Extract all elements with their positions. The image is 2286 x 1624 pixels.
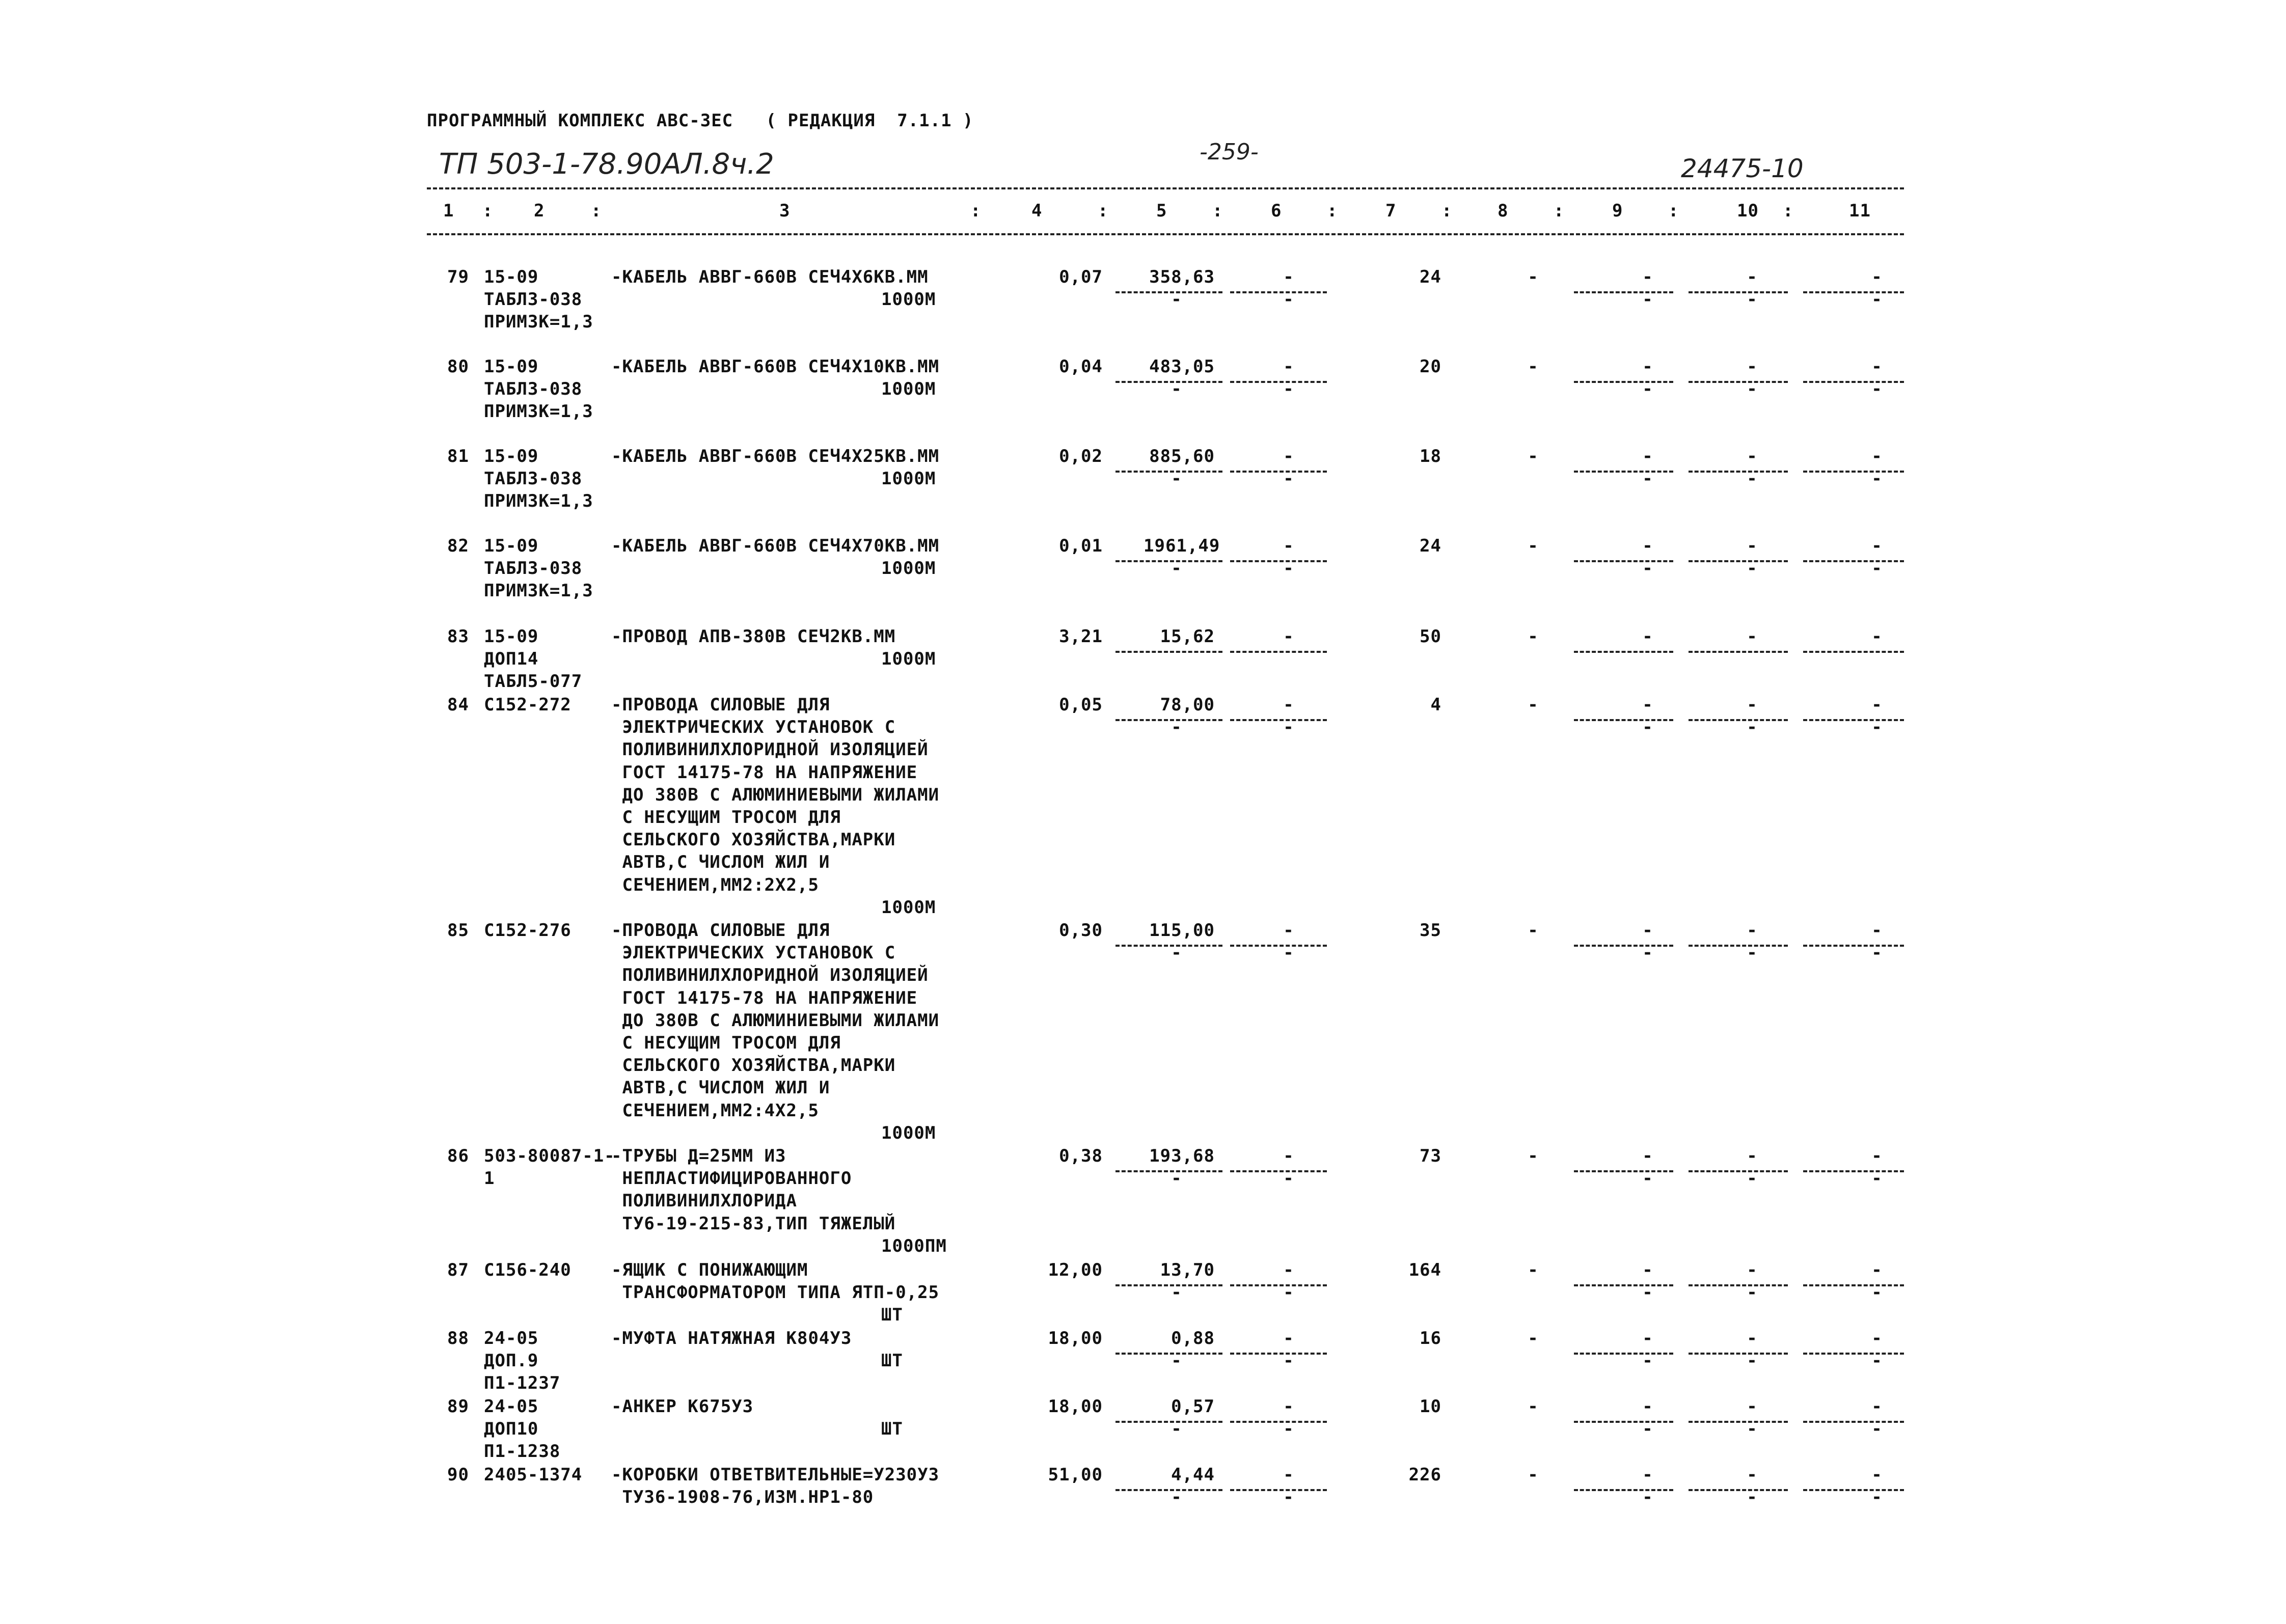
row-col10: - [1747, 446, 1758, 466]
row-col6: - [1283, 1260, 1294, 1280]
row-sub-col11: - [1871, 1168, 1883, 1189]
cell-rule [1803, 945, 1904, 947]
cell-rule [1574, 381, 1673, 383]
row-col6: - [1283, 536, 1294, 556]
row-sub-col9: - [1642, 943, 1653, 964]
row-description: -КАБЕЛЬ АВВГ-660В СЕЧ4Х70КВ.ММ [611, 536, 940, 556]
row-col8: - [1528, 536, 1539, 556]
row-unit: 1000М [881, 469, 936, 489]
row-description: НЕПЛАСТИФИЦИРОВАННОГО [611, 1168, 852, 1189]
row-number: 85 [447, 920, 469, 941]
program-header: ПРОГРАММНЫЙ КОМПЛЕКС АВС-ЗЕС ( РЕДАКЦИЯ 7.1.1 ) [427, 111, 974, 131]
row-col11: - [1871, 446, 1883, 466]
row-sub-col5: - [1171, 1487, 1182, 1508]
row-code: 15-09 [484, 356, 539, 377]
cell-rule [1803, 651, 1904, 653]
row-col8: - [1528, 695, 1539, 715]
row-price: 358,63 [1149, 267, 1215, 287]
row-sub-col5: - [1171, 1351, 1182, 1371]
row-col7: 10 [1420, 1396, 1441, 1417]
row-sub-col11: - [1871, 379, 1883, 400]
cell-rule [1574, 1353, 1673, 1355]
row-qty: 0,38 [1059, 1146, 1103, 1166]
row-sub-col10: - [1747, 289, 1758, 310]
cell-rule [1574, 1170, 1673, 1172]
row-col6: - [1283, 695, 1294, 715]
row-description: -ПРОВОД АПВ-380В СЕЧ2КВ.ММ [611, 626, 896, 647]
column-separator: : [1441, 201, 1453, 221]
row-col9: - [1642, 446, 1653, 466]
column-header-3: 3 [779, 201, 791, 221]
row-description: ГОСТ 14175-78 НА НАПРЯЖЕНИЕ [611, 762, 918, 783]
row-col11: - [1871, 1328, 1883, 1348]
row-col10: - [1747, 1396, 1758, 1417]
row-col7: 24 [1420, 267, 1441, 287]
row-price: 0,88 [1171, 1328, 1215, 1348]
row-description: ТУ36-1908-76,ИЗМ.НР1-80 [611, 1487, 874, 1508]
row-col8: - [1528, 1146, 1539, 1166]
row-qty: 18,00 [1048, 1396, 1103, 1417]
row-description: ЭЛЕКТРИЧЕСКИХ УСТАНОВОК С [611, 943, 896, 964]
row-price: 15,62 [1160, 626, 1215, 647]
row-col10: - [1747, 1465, 1758, 1485]
row-sub-col10: - [1747, 1419, 1758, 1440]
row-col9: - [1642, 695, 1653, 715]
row-col7: 50 [1420, 626, 1441, 647]
row-sub-col10: - [1747, 1351, 1758, 1371]
row-sub-col11: - [1871, 717, 1883, 738]
row-col8: - [1528, 1260, 1539, 1280]
row-number: 84 [447, 695, 469, 715]
row-col9: - [1642, 356, 1653, 377]
row-code: 15-09 [484, 267, 539, 287]
row-sub-col9: - [1642, 1282, 1653, 1303]
row-unit: 1000М [881, 897, 936, 918]
row-col11: - [1871, 536, 1883, 556]
row-price: 885,60 [1149, 446, 1215, 466]
row-sub-col9: - [1642, 1351, 1653, 1371]
row-sub-col11: - [1871, 943, 1883, 964]
row-col11: - [1871, 267, 1883, 287]
row-number: 81 [447, 446, 469, 466]
row-sub-col6: - [1283, 1419, 1294, 1440]
row-number: 80 [447, 356, 469, 377]
row-col6: - [1283, 1396, 1294, 1417]
row-col6: - [1283, 626, 1294, 647]
column-header-5: 5 [1156, 201, 1167, 221]
row-col7: 73 [1420, 1146, 1441, 1166]
cell-rule [1689, 1170, 1788, 1172]
row-sub-col9: - [1642, 1419, 1653, 1440]
column-header-1: 1 [443, 201, 454, 221]
row-col11: - [1871, 1260, 1883, 1280]
column-header-6: 6 [1271, 201, 1282, 221]
row-sub-col6: - [1283, 1487, 1294, 1508]
row-unit: 1000М [881, 289, 936, 310]
row-col6: - [1283, 446, 1294, 466]
cell-rule [1803, 560, 1904, 562]
row-col11: - [1871, 1146, 1883, 1166]
row-col7: 4 [1430, 695, 1441, 715]
row-sub-col9: - [1642, 717, 1653, 738]
column-separator: : [970, 201, 982, 221]
row-qty: 0,04 [1059, 356, 1103, 377]
cell-rule [1574, 560, 1673, 562]
row-sub-col9: - [1642, 289, 1653, 310]
cell-rule [1689, 1489, 1788, 1491]
row-code: ТАБЛ5-077 [484, 671, 583, 692]
row-sub-col10: - [1747, 469, 1758, 489]
row-sub-col11: - [1871, 1282, 1883, 1303]
row-sub-col9: - [1642, 1168, 1653, 1189]
cell-rule [1574, 1284, 1673, 1286]
row-qty: 0,05 [1059, 695, 1103, 715]
page-number: -259- [1200, 139, 1259, 165]
column-separator: : [1098, 201, 1109, 221]
row-description: АВТВ,С ЧИСЛОМ ЖИЛ И [611, 1078, 830, 1098]
row-sub-col11: - [1871, 1487, 1883, 1508]
row-col10: - [1747, 626, 1758, 647]
row-col6: - [1283, 1146, 1294, 1166]
row-description: АВТВ,С ЧИСЛОМ ЖИЛ И [611, 852, 830, 873]
row-code: ДОП14 [484, 649, 539, 670]
row-code: ТАБЛ3-038 [484, 558, 583, 579]
row-code: 15-09 [484, 536, 539, 556]
row-description: -ЯЩИК С ПОНИЖАЮЩИМ [611, 1260, 808, 1280]
cell-rule [1689, 381, 1788, 383]
row-sub-col10: - [1747, 379, 1758, 400]
row-code: С152-272 [484, 695, 572, 715]
row-col7: 16 [1420, 1328, 1441, 1348]
row-col7: 35 [1420, 920, 1441, 941]
row-col10: - [1747, 1146, 1758, 1166]
row-qty: 18,00 [1048, 1328, 1103, 1348]
cell-rule [1689, 471, 1788, 473]
row-sub-col5: - [1171, 289, 1182, 310]
row-code: 1 [484, 1168, 495, 1189]
row-code: 2405-1374 [484, 1465, 583, 1485]
row-col9: - [1642, 536, 1653, 556]
row-price: 1961,49 [1144, 536, 1220, 556]
row-unit: 1000М [881, 649, 936, 670]
cell-rule [1574, 1489, 1673, 1491]
row-description: -КАБЕЛЬ АВВГ-660В СЕЧ4Х25КВ.ММ [611, 446, 940, 466]
cell-rule [1803, 1170, 1904, 1172]
header-rule-bottom [427, 233, 1904, 235]
row-col7: 24 [1420, 536, 1441, 556]
row-col9: - [1642, 626, 1653, 647]
row-col11: - [1871, 1465, 1883, 1485]
row-col10: - [1747, 1260, 1758, 1280]
column-header-10: 10 [1737, 201, 1759, 221]
row-col8: - [1528, 356, 1539, 377]
row-code: ТАБЛ3-038 [484, 469, 583, 489]
column-separator: : [1668, 201, 1679, 221]
row-description: ПОЛИВИНИЛХЛОРИДНОЙ ИЗОЛЯЦИЕЙ [611, 739, 929, 760]
row-qty: 0,02 [1059, 446, 1103, 466]
row-col8: - [1528, 1465, 1539, 1485]
row-code: ДОП10 [484, 1419, 539, 1440]
cell-rule [1803, 291, 1904, 293]
row-sub-col6: - [1283, 469, 1294, 489]
row-description: -ПРОВОДА СИЛОВЫЕ ДЛЯ [611, 920, 830, 941]
row-code: ПРИМ3К=1,3 [484, 491, 593, 512]
cell-rule [1689, 1284, 1788, 1286]
row-description: -КОРОБКИ ОТВЕТВИТЕЛЬНЫЕ=У230У3 [611, 1465, 940, 1485]
sheet-code: 24475-10 [1681, 154, 1804, 183]
row-col7: 226 [1408, 1465, 1441, 1485]
column-separator: : [1783, 201, 1794, 221]
row-sub-col5: - [1171, 558, 1182, 579]
row-col7: 18 [1420, 446, 1441, 466]
row-description: ТРАНСФОРМАТОРОМ ТИПА ЯТП-0,25 [611, 1282, 940, 1303]
column-separator: : [591, 201, 602, 221]
cell-rule [1574, 1421, 1673, 1423]
row-unit: 1000М [881, 379, 936, 400]
row-code: 24-05 [484, 1396, 539, 1417]
row-col8: - [1528, 1328, 1539, 1348]
cell-rule [1689, 560, 1788, 562]
row-description: ДО 380В С АЛЮМИНИЕВЫМИ ЖИЛАМИ [611, 1010, 940, 1031]
cell-rule [1803, 1489, 1904, 1491]
row-sub-col9: - [1642, 1487, 1653, 1508]
row-col9: - [1642, 1465, 1653, 1485]
row-qty: 0,30 [1059, 920, 1103, 941]
cell-rule [1689, 1421, 1788, 1423]
row-qty: 3,21 [1059, 626, 1103, 647]
row-col9: - [1642, 1396, 1653, 1417]
row-description: СЕЛЬСКОГО ХОЗЯЙСТВА,МАРКИ [611, 830, 896, 850]
row-sub-col10: - [1747, 1282, 1758, 1303]
row-qty: 0,01 [1059, 536, 1103, 556]
row-description: -КАБЕЛЬ АВВГ-660В СЕЧ4Х6КВ.ММ [611, 267, 929, 287]
row-description: ПОЛИВИНИЛХЛОРИДА [611, 1191, 797, 1212]
row-sub-col5: - [1171, 1168, 1182, 1189]
row-unit: ШТ [881, 1351, 903, 1371]
row-description: ПОЛИВИНИЛХЛОРИДНОЙ ИЗОЛЯЦИЕЙ [611, 965, 929, 986]
row-col9: - [1642, 920, 1653, 941]
row-code: ПРИМ3К=1,3 [484, 312, 593, 333]
row-col6: - [1283, 267, 1294, 287]
row-number: 83 [447, 626, 469, 647]
cell-rule [1803, 1421, 1904, 1423]
row-col9: - [1642, 1328, 1653, 1348]
column-separator: : [482, 201, 494, 221]
row-col6: - [1283, 356, 1294, 377]
row-sub-col6: - [1283, 558, 1294, 579]
row-sub-col5: - [1171, 379, 1182, 400]
column-separator: : [1554, 201, 1565, 221]
cell-rule [1574, 719, 1673, 721]
row-number: 87 [447, 1260, 469, 1280]
row-code: ДОП.9 [484, 1351, 539, 1371]
row-code: ПРИМ3К=1,3 [484, 401, 593, 422]
row-code: ТАБЛ3-038 [484, 289, 583, 310]
row-sub-col9: - [1642, 558, 1653, 579]
cell-rule [1803, 1284, 1904, 1286]
row-col10: - [1747, 356, 1758, 377]
row-description: -АНКЕР К675У3 [611, 1396, 754, 1417]
row-description: С НЕСУЩИМ ТРОСОМ ДЛЯ [611, 1033, 841, 1053]
row-number: 88 [447, 1328, 469, 1348]
row-code: ПРИМ3К=1,3 [484, 581, 593, 601]
row-qty: 12,00 [1048, 1260, 1103, 1280]
row-code: 15-09 [484, 626, 539, 647]
row-sub-col10: - [1747, 558, 1758, 579]
row-code: П1-1237 [484, 1373, 561, 1394]
row-sub-col9: - [1642, 469, 1653, 489]
row-number: 90 [447, 1465, 469, 1485]
row-col11: - [1871, 1396, 1883, 1417]
row-sub-col10: - [1747, 1168, 1758, 1189]
row-price: 4,44 [1171, 1465, 1215, 1485]
row-description: ГОСТ 14175-78 НА НАПРЯЖЕНИЕ [611, 987, 918, 1008]
row-sub-col11: - [1871, 469, 1883, 489]
row-sub-col11: - [1871, 558, 1883, 579]
row-sub-col11: - [1871, 1351, 1883, 1371]
cell-rule [1115, 651, 1222, 653]
row-sub-col6: - [1283, 943, 1294, 964]
doc-reference: ТП 503-1-78.90АЛ.8ч.2 [439, 148, 774, 181]
column-header-11: 11 [1849, 201, 1871, 221]
row-code: П1-1238 [484, 1441, 561, 1462]
row-sub-col5: - [1171, 469, 1182, 489]
row-col11: - [1871, 920, 1883, 941]
row-sub-col6: - [1283, 1168, 1294, 1189]
row-col7: 20 [1420, 356, 1441, 377]
row-sub-col10: - [1747, 943, 1758, 964]
row-description: СЕЛЬСКОГО ХОЗЯЙСТВА,МАРКИ [611, 1055, 896, 1076]
row-unit: ШТ [881, 1305, 903, 1326]
cell-rule [1803, 381, 1904, 383]
column-header-7: 7 [1385, 201, 1397, 221]
row-col10: - [1747, 695, 1758, 715]
row-sub-col6: - [1283, 289, 1294, 310]
row-code: ТАБЛ3-038 [484, 379, 583, 400]
row-sub-col10: - [1747, 1487, 1758, 1508]
row-description: ЭЛЕКТРИЧЕСКИХ УСТАНОВОК С [611, 717, 896, 738]
row-number: 79 [447, 267, 469, 287]
cell-rule [1574, 291, 1673, 293]
row-col6: - [1283, 1328, 1294, 1348]
cell-rule [1574, 471, 1673, 473]
row-sub-col6: - [1283, 1282, 1294, 1303]
row-code: С156-240 [484, 1260, 572, 1280]
row-col10: - [1747, 920, 1758, 941]
column-header-4: 4 [1031, 201, 1043, 221]
row-col9: - [1642, 1146, 1653, 1166]
row-price: 13,70 [1160, 1260, 1215, 1280]
cell-rule [1689, 719, 1788, 721]
row-qty: 0,07 [1059, 267, 1103, 287]
row-col9: - [1642, 1260, 1653, 1280]
row-description: ДО 380В С АЛЮМИНИЕВЫМИ ЖИЛАМИ [611, 784, 940, 805]
row-description: ТУ6-19-215-83,ТИП ТЯЖЕЛЫЙ [611, 1213, 896, 1234]
row-sub-col5: - [1171, 717, 1182, 738]
row-sub-col5: - [1171, 1282, 1182, 1303]
row-description: С НЕСУЩИМ ТРОСОМ ДЛЯ [611, 807, 841, 828]
row-unit: 1000М [881, 558, 936, 579]
row-description: -КАБЕЛЬ АВВГ-660В СЕЧ4Х10КВ.ММ [611, 356, 940, 377]
header-rule-top [427, 187, 1904, 189]
cell-rule [1803, 1353, 1904, 1355]
row-col8: - [1528, 267, 1539, 287]
row-price: 483,05 [1149, 356, 1215, 377]
row-price: 193,68 [1149, 1146, 1215, 1166]
row-col10: - [1747, 267, 1758, 287]
row-col8: - [1528, 1396, 1539, 1417]
row-sub-col9: - [1642, 379, 1653, 400]
row-sub-col10: - [1747, 717, 1758, 738]
row-description: -ТРУБЫ Д=25ММ ИЗ [611, 1146, 786, 1166]
column-header-9: 9 [1612, 201, 1623, 221]
row-col8: - [1528, 920, 1539, 941]
cell-rule [1689, 945, 1788, 947]
row-sub-col5: - [1171, 943, 1182, 964]
row-sub-col11: - [1871, 289, 1883, 310]
row-col6: - [1283, 920, 1294, 941]
column-header-8: 8 [1498, 201, 1509, 221]
row-code: 503-80087-1- [484, 1146, 615, 1166]
row-description: -ПРОВОДА СИЛОВЫЕ ДЛЯ [611, 695, 830, 715]
row-code: С152-276 [484, 920, 572, 941]
row-unit: ШТ [881, 1419, 903, 1440]
column-separator: : [1327, 201, 1338, 221]
row-col10: - [1747, 536, 1758, 556]
row-sub-col6: - [1283, 717, 1294, 738]
row-description: СЕЧЕНИЕМ,ММ2:4Х2,5 [611, 1100, 819, 1121]
row-code: 15-09 [484, 446, 539, 466]
cell-rule [1230, 651, 1327, 653]
row-sub-col5: - [1171, 1419, 1182, 1440]
row-sub-col6: - [1283, 379, 1294, 400]
row-price: 0,57 [1171, 1396, 1215, 1417]
row-qty: 51,00 [1048, 1465, 1103, 1485]
row-number: 86 [447, 1146, 469, 1166]
row-price: 78,00 [1160, 695, 1215, 715]
row-code: 24-05 [484, 1328, 539, 1348]
column-header-2: 2 [534, 201, 545, 221]
row-number: 89 [447, 1396, 469, 1417]
row-unit: 1000ПМ [881, 1235, 947, 1256]
column-separator: : [1212, 201, 1223, 221]
row-col11: - [1871, 695, 1883, 715]
cell-rule [1574, 651, 1673, 653]
cell-rule [1803, 471, 1904, 473]
row-col9: - [1642, 267, 1653, 287]
cell-rule [1803, 719, 1904, 721]
row-sub-col11: - [1871, 1419, 1883, 1440]
row-col6: - [1283, 1465, 1294, 1485]
row-col11: - [1871, 356, 1883, 377]
cell-rule [1689, 291, 1788, 293]
cell-rule [1574, 945, 1673, 947]
row-price: 115,00 [1149, 920, 1215, 941]
row-col8: - [1528, 626, 1539, 647]
row-sub-col6: - [1283, 1351, 1294, 1371]
cell-rule [1689, 1353, 1788, 1355]
row-number: 82 [447, 536, 469, 556]
row-unit: 1000М [881, 1122, 936, 1143]
row-col10: - [1747, 1328, 1758, 1348]
row-col11: - [1871, 626, 1883, 647]
row-col8: - [1528, 446, 1539, 466]
row-description: -МУФТА НАТЯЖНАЯ К804У3 [611, 1328, 852, 1348]
cell-rule [1689, 651, 1788, 653]
row-col7: 164 [1408, 1260, 1441, 1280]
row-description: СЕЧЕНИЕМ,ММ2:2Х2,5 [611, 874, 819, 895]
